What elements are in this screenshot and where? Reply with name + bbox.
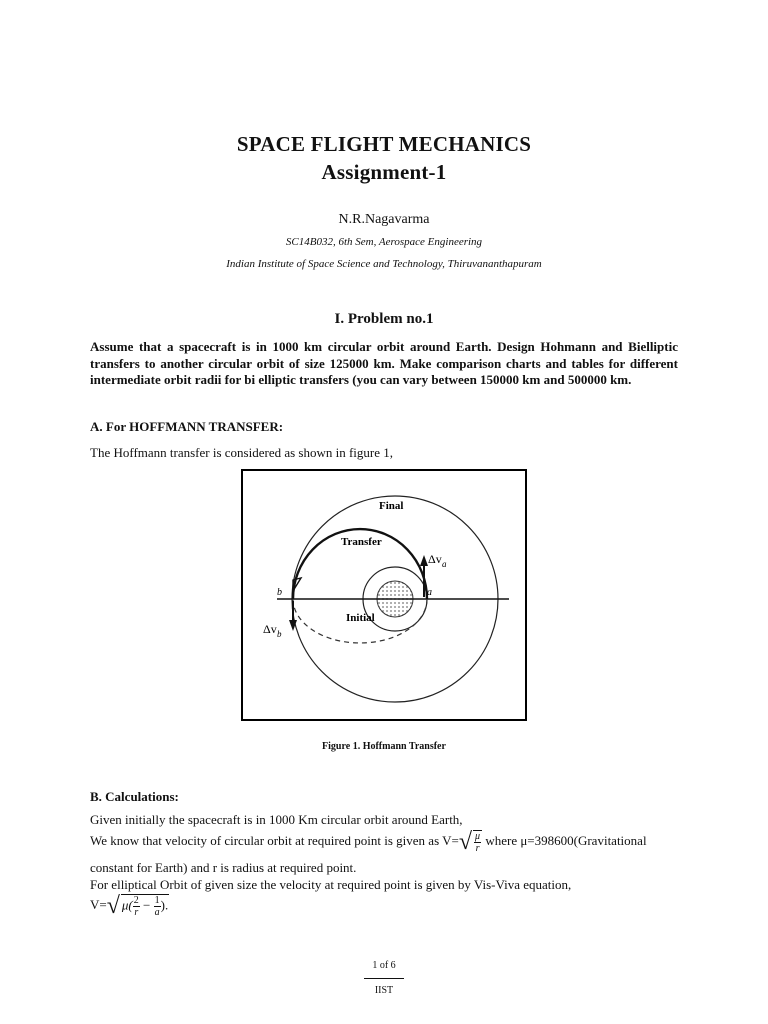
eq-frac-1-over-a [154, 895, 161, 918]
page-number: 1 of 6 [372, 960, 396, 971]
calc-line-2-post: where μ=398600(Gravitational [482, 832, 647, 848]
author-name: N.R.Nagavarma [338, 212, 430, 227]
label-delta-v-b-sub: b [277, 629, 282, 639]
frac-denominator-r: r [475, 843, 480, 854]
footer-rule [364, 978, 404, 979]
paper-title: SPACE FLIGHT MECHANICS [236, 132, 532, 156]
label-initial: Initial [346, 612, 375, 624]
label-final: Final [379, 500, 404, 512]
section-heading-problem-1: I. Problem no.1 [334, 311, 434, 327]
label-delta-v-b: Δv [263, 622, 277, 636]
calc-line-1: Given initially the spacecraft is in 1000 Km circular orbit around Earth, [90, 812, 463, 827]
subsection-a-text: The Hoffmann transfer is considered as shown in figure 1, [90, 445, 394, 460]
calc-line-2-text: We know that velocity of circular orbit at required point is given as V= [90, 832, 459, 848]
label-b: b [277, 587, 282, 598]
hohmann-transfer-figure [241, 469, 527, 721]
footer-org: IIST [374, 985, 394, 996]
eq-close: ). [160, 897, 169, 913]
frac-mu-over-r [474, 831, 481, 854]
calc-line-4: For elliptical Orbit of given size the velocity at required point is given by Vis-Viva equation, [90, 877, 572, 892]
sqrt-symbol: √ [458, 829, 473, 855]
eq-v: V= [90, 896, 107, 912]
eq-minus: − [139, 897, 154, 913]
sqrt-circular [473, 830, 482, 854]
paper-subtitle: Assignment-1 [321, 160, 447, 184]
orbit-diagram [241, 469, 527, 721]
label-delta-v-a-sub: a [442, 559, 447, 569]
eq-num-2: 2 [133, 895, 139, 906]
calc-line-2 [90, 830, 647, 854]
eq-num-1: 1 [154, 895, 160, 906]
label-delta-v-a: Δv [428, 552, 442, 566]
eq-mu: μ( [121, 897, 133, 913]
figure-caption: Figure 1. Hoffmann Transfer [322, 741, 446, 752]
eq-den-r: r [134, 907, 139, 918]
calc-line-3: constant for Earth) and r is radius at required point. [90, 860, 357, 875]
frac-numerator-mu: μ [475, 831, 481, 842]
subsection-heading-a: A. For HOFFMANN TRANSFER: [90, 419, 284, 434]
subsection-heading-b: B. Calculations: [90, 789, 179, 804]
problem-statement: Assume that a spacecraft is in 1000 km circular orbit around Earth. Design Hohmann and Bielliptic transfers to another circular orbit of size 125000 km. Make comparison charts and tables for different intermediate orbit radii for bi elliptic transfers (you can vary between 150000 km and 500000 km. [90, 339, 678, 387]
label-a: a [427, 587, 432, 598]
eq-den-a: a [154, 907, 160, 918]
affiliation-line-1: SC14B032, 6th Sem, Aerospace Engineering [285, 236, 483, 248]
vis-viva-equation [90, 894, 169, 918]
eq-frac-2-over-r [133, 895, 140, 918]
eq-sqrt-symbol: √ [106, 893, 120, 919]
eq-sqrt-body [121, 894, 169, 918]
label-transfer: Transfer [341, 536, 382, 548]
affiliation-line-2: Indian Institute of Space Science and Technology, Thiruvananthapuram [226, 258, 542, 270]
